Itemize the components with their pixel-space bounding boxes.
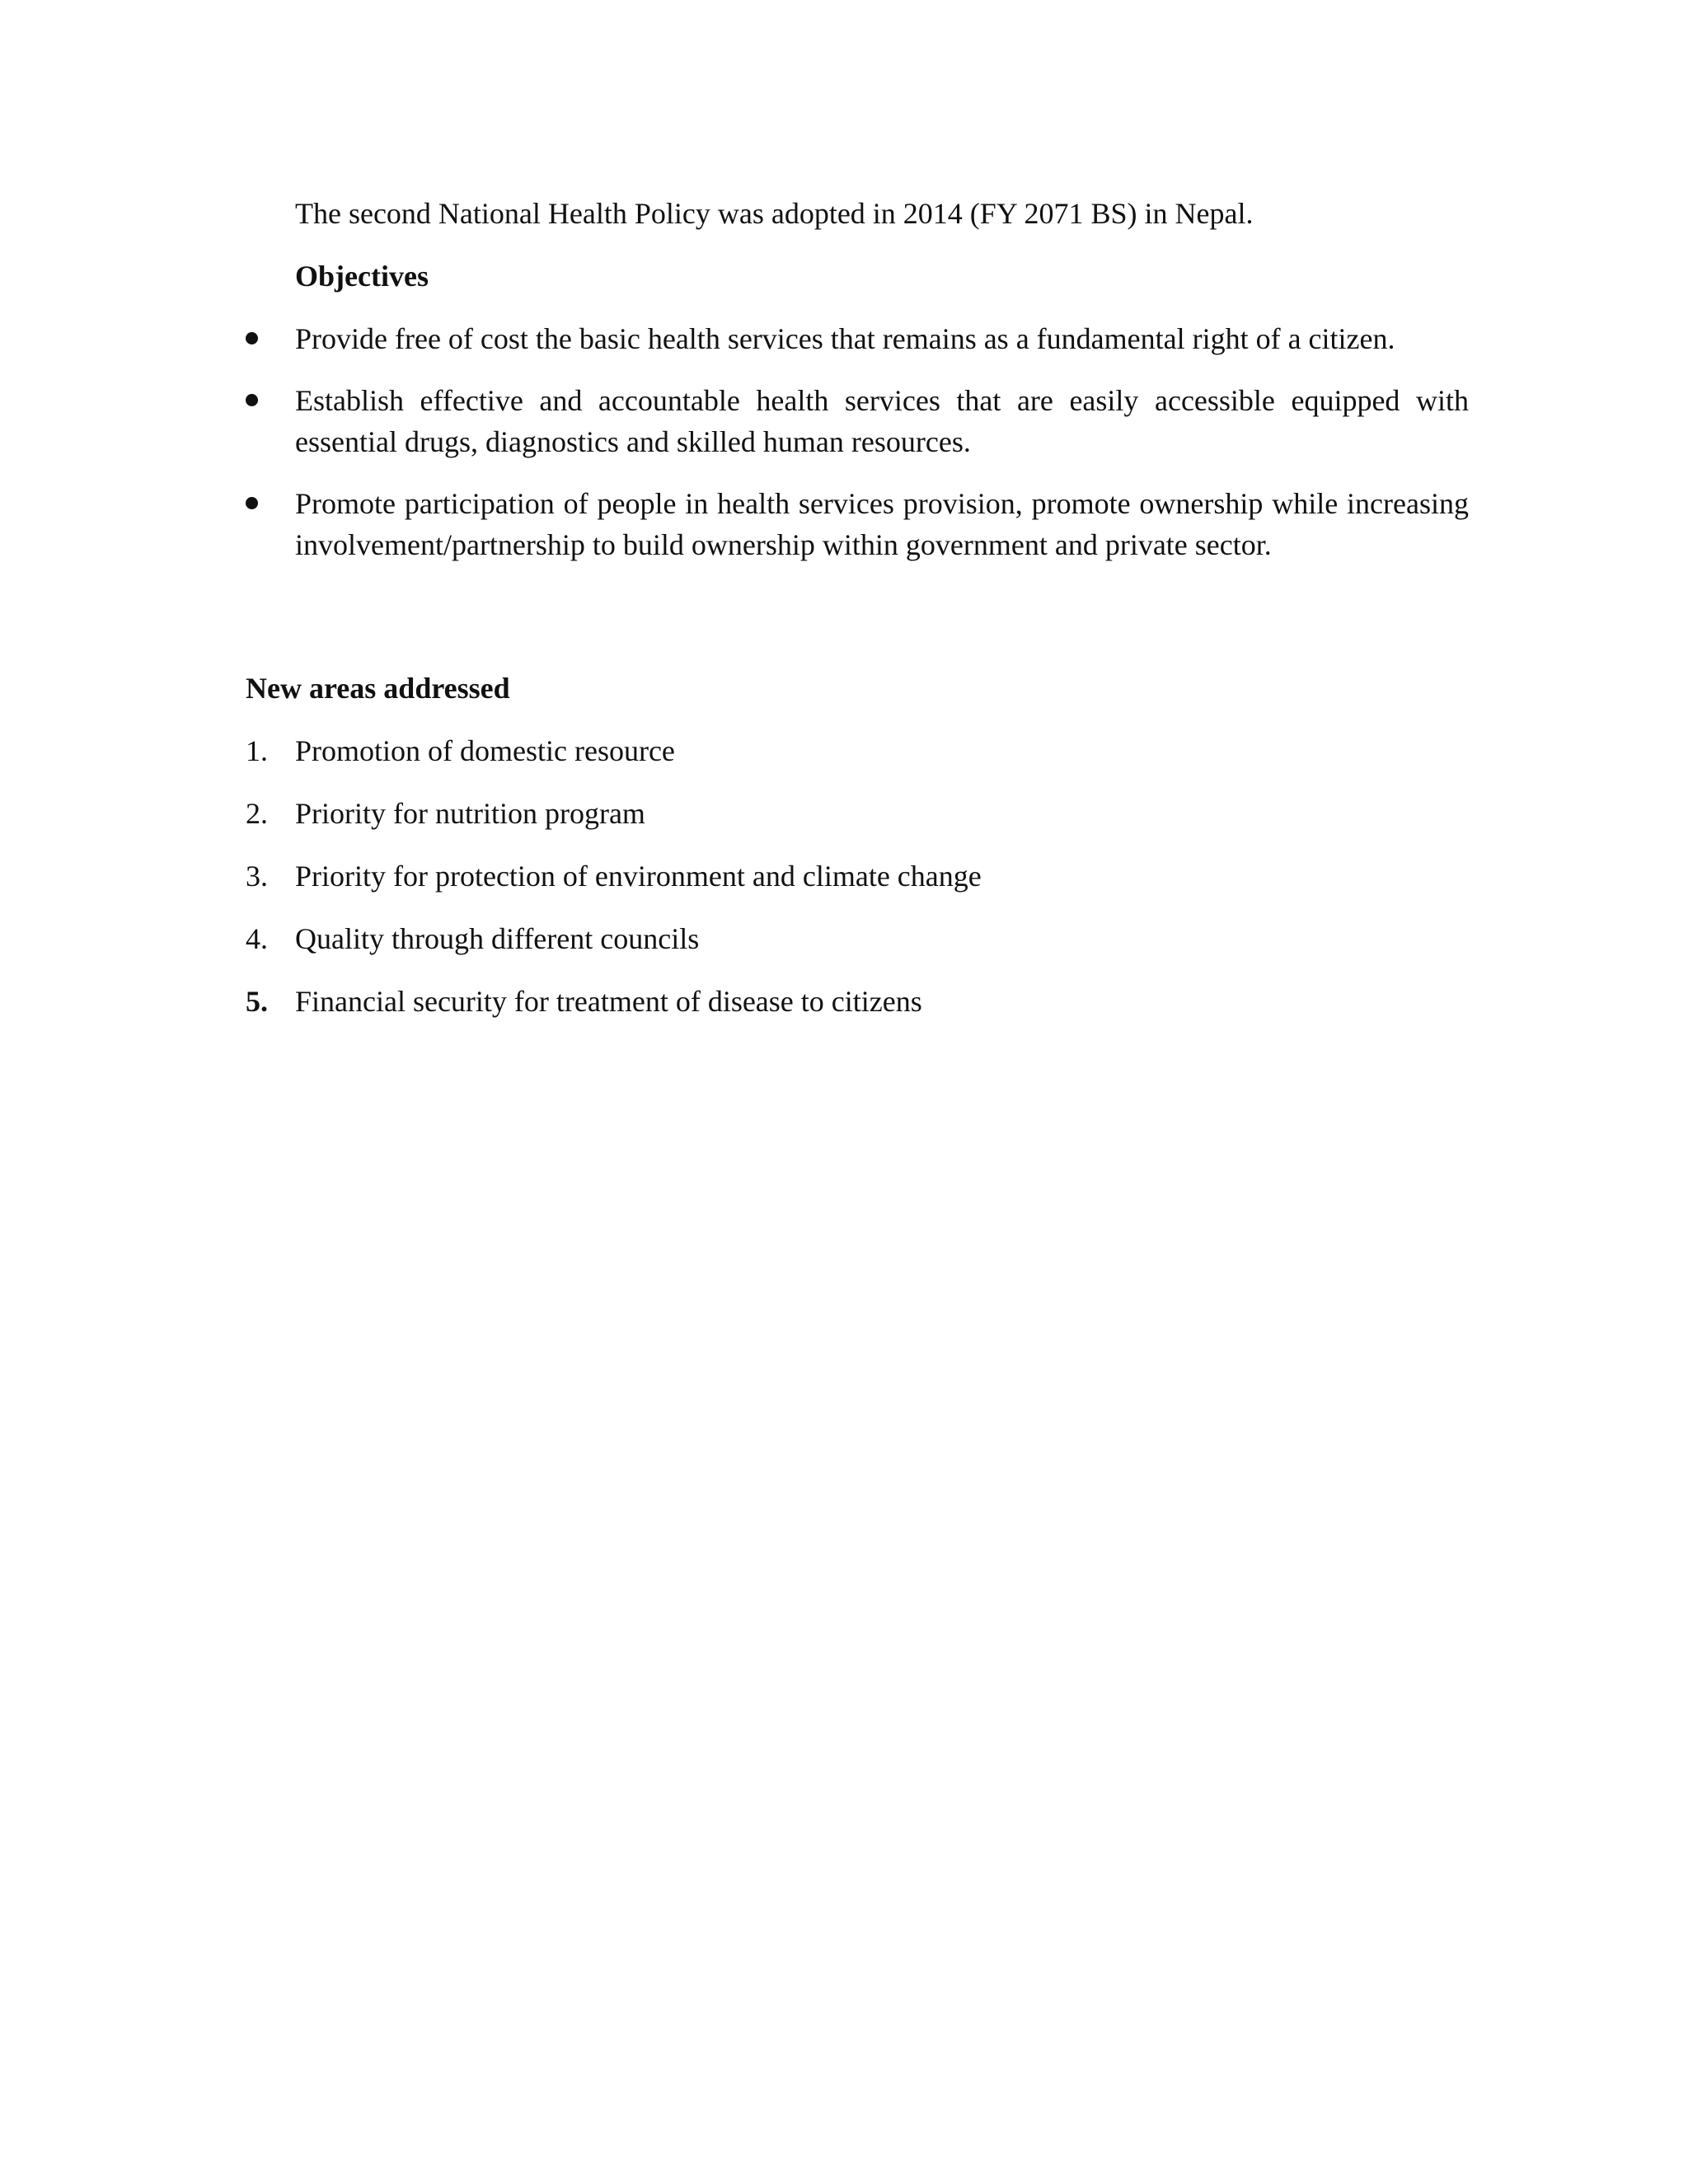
objective-item	[246, 483, 1469, 565]
new-areas-heading: New areas addressed	[246, 672, 510, 705]
objective-item	[246, 318, 1469, 359]
objective-text: Establish effective and accountable health services that are easily accessible equipped with essential drugs, diagnostics and skilled human resources.	[295, 384, 1469, 458]
bullet-icon	[246, 394, 258, 406]
item-number: 1.	[246, 734, 268, 767]
item-number: 5.	[246, 985, 268, 1018]
item-text: Priority for nutrition program	[295, 797, 645, 830]
new-area-item	[246, 730, 1469, 771]
item-number: 2.	[246, 797, 268, 830]
bullet-icon	[246, 497, 258, 509]
item-text: Priority for protection of environment and climate change	[295, 860, 982, 893]
objectives-list	[246, 318, 1469, 586]
new-area-item	[246, 981, 1469, 1022]
item-number: 4.	[246, 922, 268, 955]
objectives-heading: Objectives	[295, 260, 429, 293]
item-text: Quality through different councils	[295, 922, 700, 955]
item-number: 3.	[246, 860, 268, 893]
new-areas-list	[246, 730, 1469, 1043]
objective-item	[246, 380, 1469, 462]
item-text: Financial security for treatment of disease to citizens	[295, 985, 922, 1018]
bullet-icon	[246, 332, 258, 344]
intro-paragraph: The second National Health Policy was adopted in 2014 (FY 2071 BS) in Nepal.	[295, 197, 1254, 230]
objective-text: Provide free of cost the basic health services that remains as a fundamental right of a citizen.	[295, 322, 1395, 355]
item-text: Promotion of domestic resource	[295, 734, 675, 767]
objective-text: Promote participation of people in health services provision, promote ownership while increasing involvement/partnership to build ownership within government and private sector.	[295, 487, 1469, 561]
new-area-item	[246, 855, 1469, 897]
new-area-item	[246, 793, 1469, 834]
new-area-item	[246, 918, 1469, 959]
